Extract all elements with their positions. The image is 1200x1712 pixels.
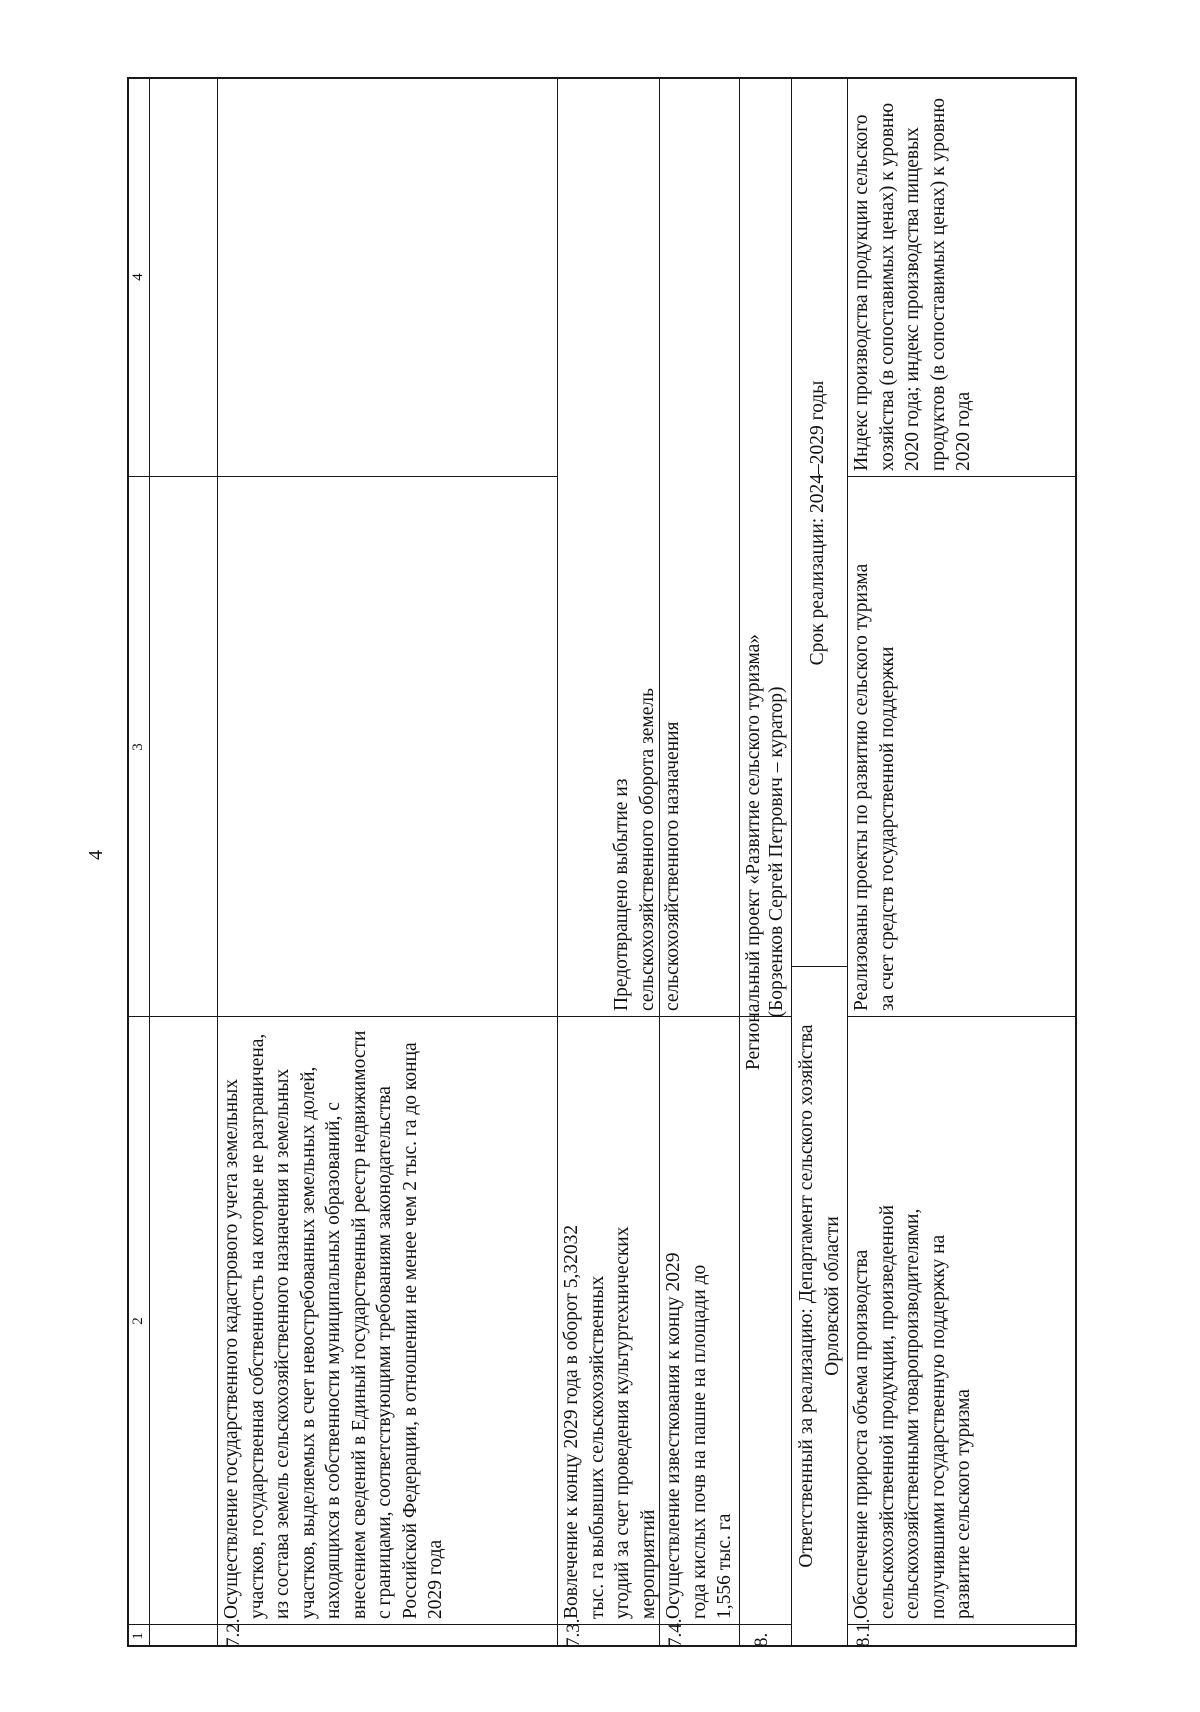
- row-8-1-number: 8.1.: [853, 1618, 874, 1647]
- row-7-4-task: Осуществление известкования к концу 2029 года кислых почв на пашне на площади до 1,556 тыс. га: [663, 1252, 735, 1619]
- row-8-number: 8.: [751, 1632, 772, 1647]
- row-8-1-result: Реализованы проекты по развитию сельского туризма за счет средств государственной поддержки: [851, 563, 898, 1011]
- row-7-4-number: 7.4.: [665, 1618, 686, 1647]
- row-7-2-task: Осуществление государственного кадастрового учета земельных участков, государственная собственность на которые не разграничена, из состава земель сельскохозяйственного назначения и земельных участков, выделяемых в счет невостребованных земельных долей, находящихся в собственности муниципальных образований, с внесением сведений в Единый государственный реестр недвижимости с границами, соответствующими требованиям законодательства Российской Федерации, в отношении не менее чем 2 тыс. га до конца 2029 года: [221, 1030, 446, 1619]
- rotated-table: [127, 77, 1077, 1647]
- page-number: 4: [85, 850, 107, 860]
- col-3-header: 3: [130, 743, 146, 751]
- col-1-header: 1: [130, 1632, 146, 1640]
- row-8-1-task: Обеспечение прироста объема производства сельскохозяйственной продукции, произведенной сельскохозяйственными товаропроизводителями, получившими государственную поддержку на развитие сельского туризма: [851, 1204, 974, 1619]
- col-2-header: 2: [130, 1317, 146, 1325]
- row-8-1-indicator: Индекс производства продукции сельского хозяйства (в сопоставимых ценах) к уровню 2020 года; индекс производства пищевых продуктов (в сопоставимых ценах) к уровню 2020 года: [851, 98, 974, 471]
- project-title: Региональный проект «Развитие сельского туризма»: [743, 633, 764, 1071]
- project-curator: (Борзенков Сергей Петрович – куратор): [766, 686, 787, 1018]
- col-4-header: 4: [130, 273, 146, 281]
- responsible-department: Ответственный за реализацию: Департамент сельского хозяйства Орловской области: [796, 1024, 843, 1568]
- row-7-3-task: Вовлечение к концу 2029 года в оборот 5,32032 тыс. га выбывших сельскохозяйственных угодий за счет проведения культуртехнических мероприятий: [561, 1224, 659, 1619]
- row-7-3-number: 7.3.: [563, 1618, 584, 1647]
- implementation-term: Срок реализации: 2024–2029 годы: [807, 380, 828, 666]
- row-7-2-number: 7.2.: [223, 1618, 244, 1647]
- row-7-result: Предотвращено выбытие из сельскохозяйственного оборота земель сельскохозяйственного назначения: [611, 687, 683, 1011]
